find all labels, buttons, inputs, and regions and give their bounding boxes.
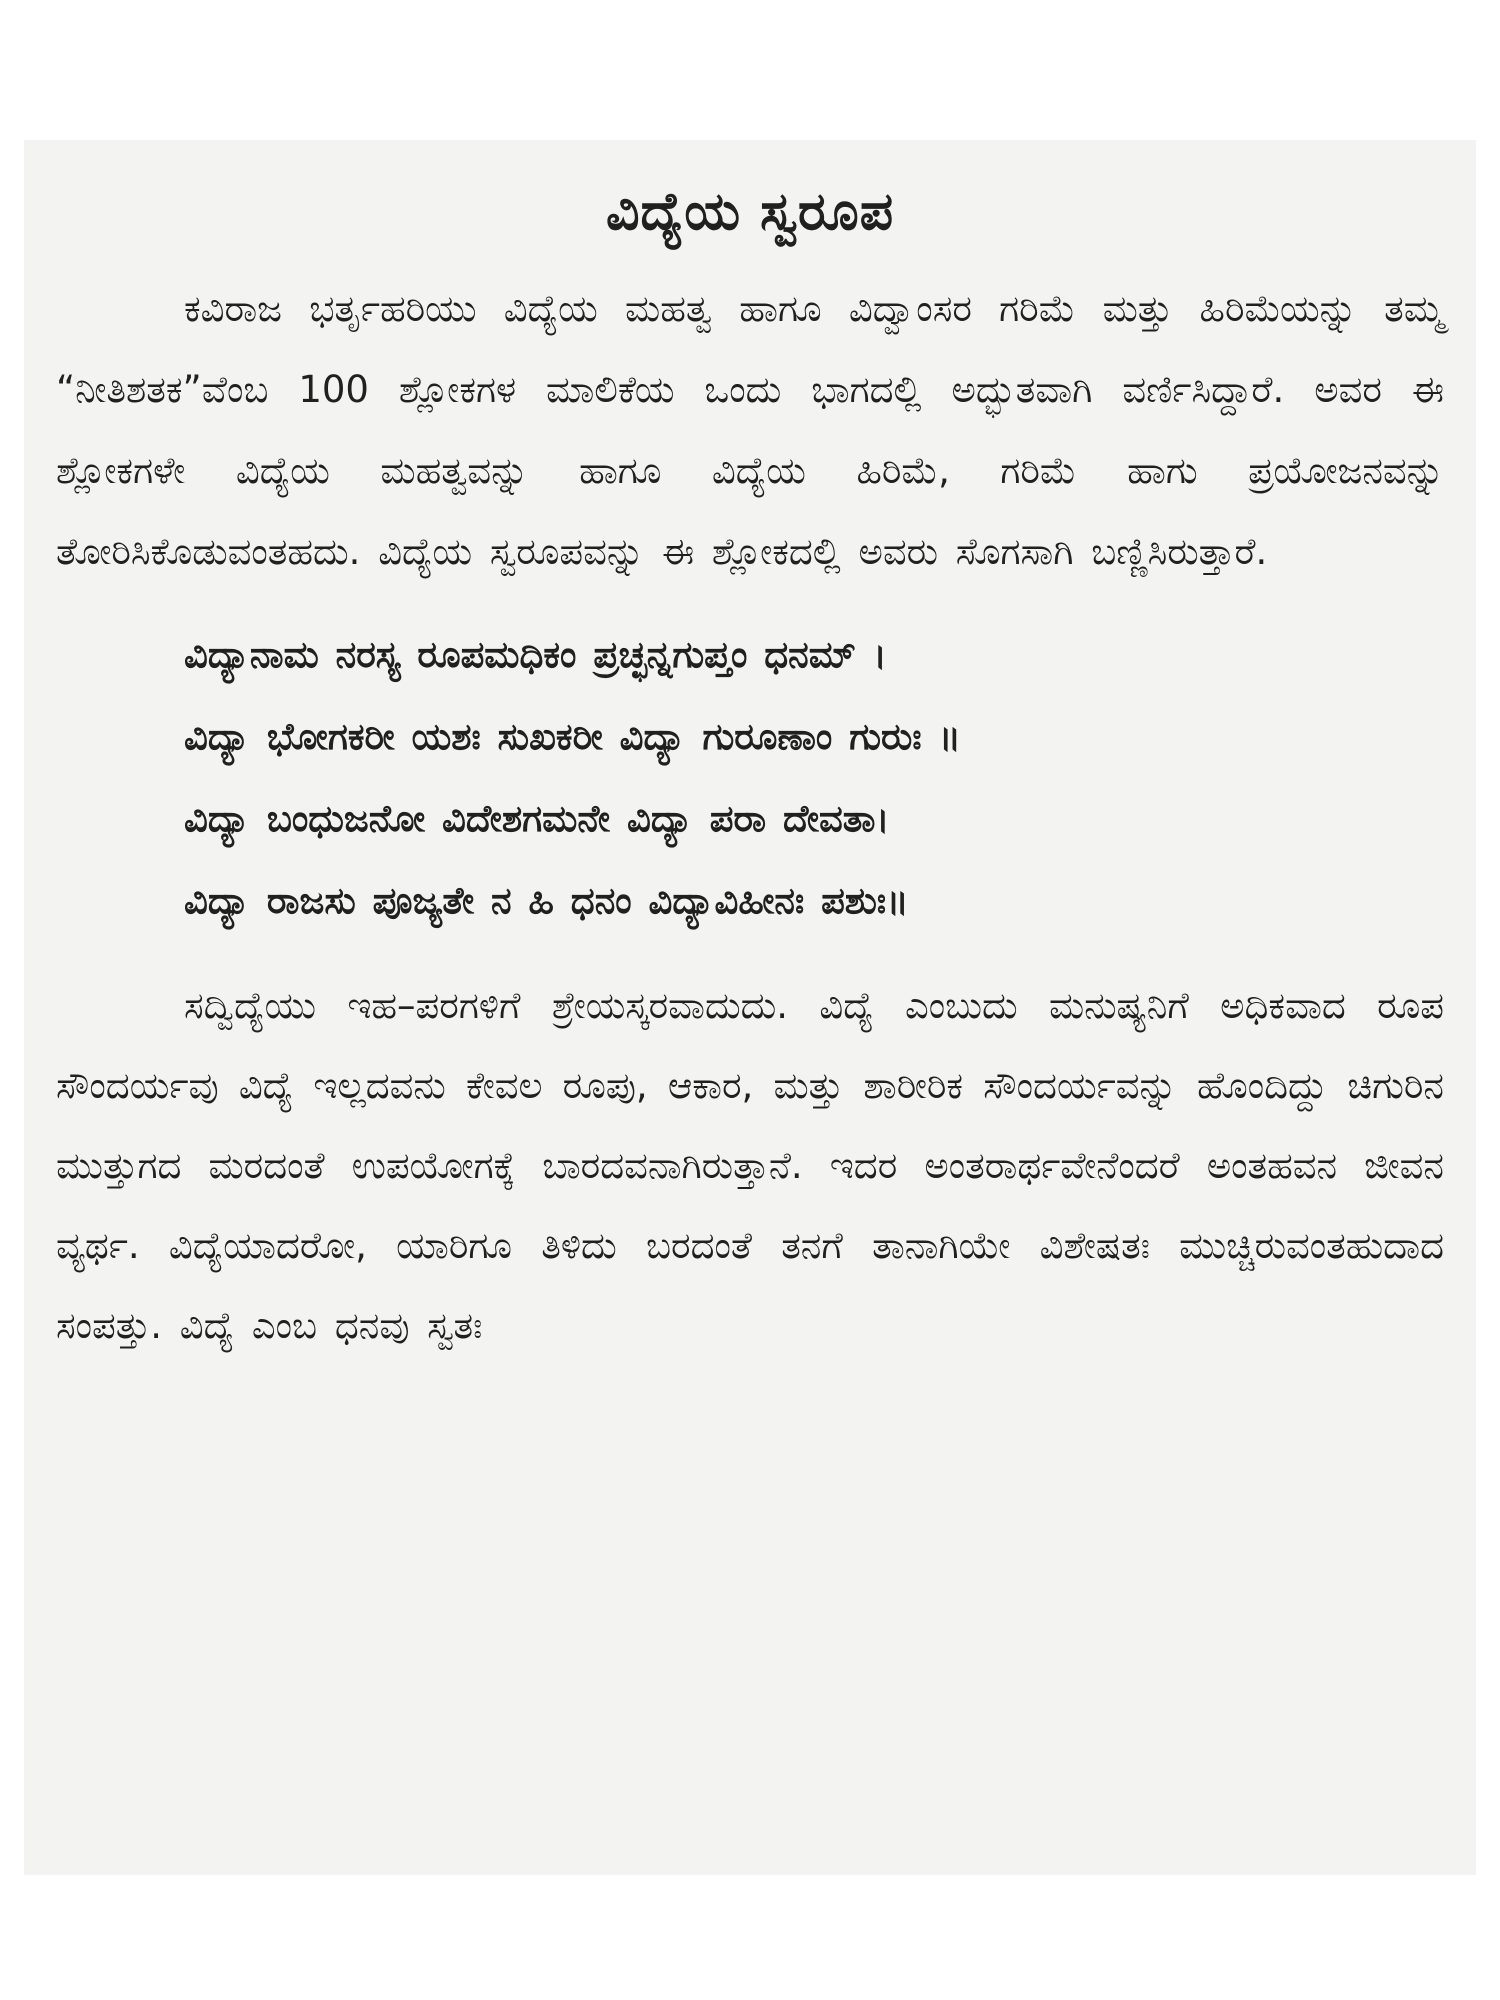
verse-line: ವಿದ್ಯಾ ರಾಜಸು ಪೂಜ್ಯತೇ ನ ಹಿ ಧನಂ ವಿದ್ಯಾವಿಹೀನಃ ಪಶುಃ॥ bbox=[184, 879, 909, 922]
sanskrit-verse bbox=[184, 614, 1444, 942]
verse-line: ವಿದ್ಯಾ ಭೋಗಕರೀ ಯಶಃ ಸುಖಕರೀ ವಿದ್ಯಾ ಗುರೂಣಾಂ ಗುರುಃ ॥ bbox=[184, 715, 961, 758]
verse-line: ವಿದ್ಯಾ ಬಂಧುಜನೋ ವಿದೇಶಗಮನೇ ವಿದ್ಯಾ ಪರಾ ದೇವತಾ। bbox=[184, 797, 890, 840]
explanation-paragraph: ಸದ್ವಿದ್ಯೆಯು ಇಹ–ಪರಗಳಿಗೆ ಶ್ರೇಯಸ್ಕರವಾದುದು. ವಿದ್ಯೆ ಎಂಬುದು ಮನುಷ್ಯನಿಗೆ ಅಧಿಕವಾದ ರೂಪ ಸೌಂದರ್ಯವು ವಿದ್ಯೆ ಇಲ್ಲದವನು ಕೇವಲ ರೂಪು, ಆಕಾರ, ಮತ್ತು ಶಾರೀರಿಕ ಸೌಂದರ್ಯವನ್ನು ಹೊಂದಿದ್ದು ಚಿಗುರಿನ ಮುತ್ತುಗದ ಮರದಂತೆ ಉಪಯೋಗಕ್ಕೆ ಬಾರದವನಾಗಿರುತ್ತಾನೆ. ಇದರ ಅಂತರಾರ್ಥವೇನೆಂದರೆ ಅಂತಹವನ ಜೀವನ ವ್ಯರ್ಥ. ವಿದ್ಯೆಯಾದರೋ, ಯಾರಿಗೂ ತಿಳಿದು ಬರದಂತೆ ತನಗೆ ತಾನಾಗಿಯೇ ವಿಶೇಷತಃ ಮುಚ್ಚಿರುವಂತಹುದಾದ ಸಂಪತ್ತು. ವಿದ್ಯೆ ಎಂಬ ಧನವು ಸ್ವತಃ bbox=[56, 984, 1444, 1347]
book-page bbox=[24, 140, 1476, 1875]
intro-paragraph: ಕವಿರಾಜ ಭರ್ತೃಹರಿಯು ವಿದ್ಯೆಯ ಮಹತ್ವ ಹಾಗೂ ವಿದ್ವಾಂಸರ ಗರಿಮೆ ಮತ್ತು ಹಿರಿಮೆಯನ್ನು ತಮ್ಮ “ನೀತಿಶತಕ”ವೆಂಬ 100 ಶ್ಲೋಕಗಳ ಮಾಲಿಕೆಯ ಒಂದು ಭಾಗದಲ್ಲಿ ಅದ್ಭುತವಾಗಿ ವರ್ಣಿಸಿದ್ದಾರೆ. ಅವರ ಈ ಶ್ಲೋಕಗಳೇ ವಿದ್ಯೆಯ ಮಹತ್ವವನ್ನು ಹಾಗೂ ವಿದ್ಯೆಯ ಹಿರಿಮೆ, ಗರಿಮೆ ಹಾಗು ಪ್ರಯೋಜನವನ್ನು ತೋರಿಸಿಕೊಡುವಂತಹದು. ವಿದ್ಯೆಯ ಸ್ವರೂಪವನ್ನು ಈ ಶ್ಲೋಕದಲ್ಲಿ ಅವರು ಸೊಗಸಾಗಿ ಬಣ್ಣಿಸಿರುತ್ತಾರೆ. bbox=[56, 287, 1444, 573]
verse-line: ವಿದ್ಯಾನಾಮ ನರಸ್ಯ ರೂಪಮಧಿಕಂ ಪ್ರಚ್ಛನ್ನಗುಪ್ತಂ ಧನಮ್ । bbox=[184, 633, 887, 676]
page-title: ವಿದ್ಯೆಯ ಸ್ವರೂಪ bbox=[605, 182, 895, 242]
